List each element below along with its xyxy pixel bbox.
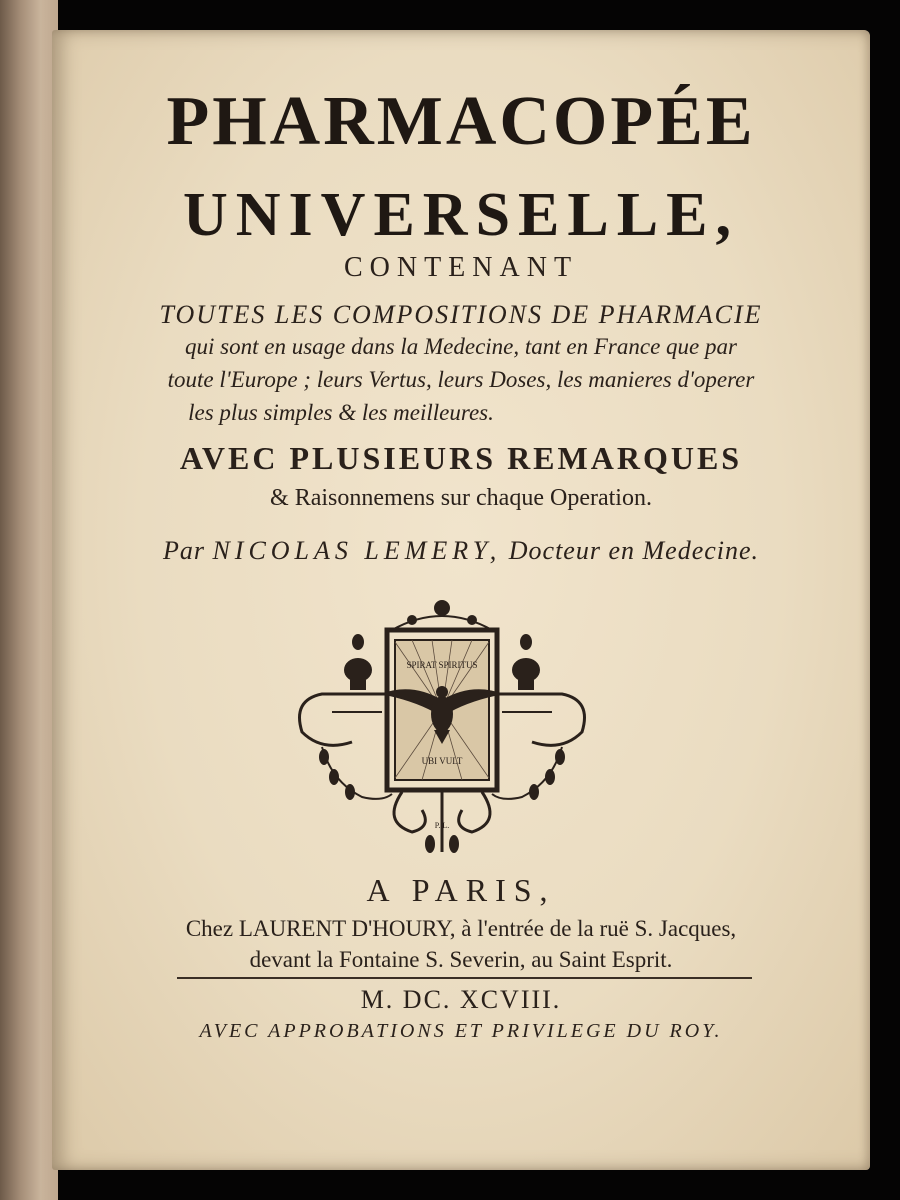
subtitle-contenant: CONTENANT: [343, 252, 579, 283]
title-line-2: UNIVERSELLE,: [183, 181, 739, 249]
description-line-2: toute l'Europe ; leurs Vertus, leurs Doses, les manieres d'operer: [167, 367, 755, 392]
author-line: [52, 536, 870, 566]
author-name: NICOLAS LEMERY,: [212, 536, 502, 565]
engraver-initials: P. L.: [434, 821, 450, 830]
title-page: [52, 30, 870, 1170]
description-caps: TOUTES LES COMPOSITIONS DE PHARMACIE: [159, 300, 763, 329]
author-title: Docteur en Medecine.: [508, 536, 760, 565]
imprint-rule: [177, 977, 752, 979]
title-line-1: PHARMACOPÉE: [166, 83, 756, 160]
remarques-subline: & Raisonnemens sur chaque Operation.: [270, 485, 652, 511]
right-urn: [512, 634, 540, 690]
description-line-1: qui sont en usage dans la Medecine, tant en France que par: [185, 334, 737, 359]
imprint-year: M. DC. XCVIII.: [360, 985, 562, 1014]
left-urn: [344, 634, 372, 690]
book-cover-edge: [0, 0, 58, 1200]
imprint-city: A PARIS,: [366, 872, 556, 908]
motto-bottom: UBI VULT: [421, 756, 463, 766]
printers-device-vignette: [262, 582, 622, 862]
imprint-printer: Chez LAURENT D'HOURY, à l'entrée de la ruë S. Jacques,: [185, 916, 737, 941]
royal-privilege: AVEC APPROBATIONS ET PRIVILEGE DU ROY.: [199, 1020, 723, 1042]
author-prefix: Par: [162, 536, 205, 565]
imprint-address: devant la Fontaine S. Severin, au Saint Esprit.: [249, 947, 673, 972]
motto-top: SPIRAT SPIRITUS: [406, 660, 478, 670]
description-line-3: les plus simples & les meilleures.: [188, 400, 494, 425]
remarques-heading: AVEC PLUSIEURS REMARQUES: [179, 440, 743, 476]
crest-ornament: [392, 601, 492, 630]
